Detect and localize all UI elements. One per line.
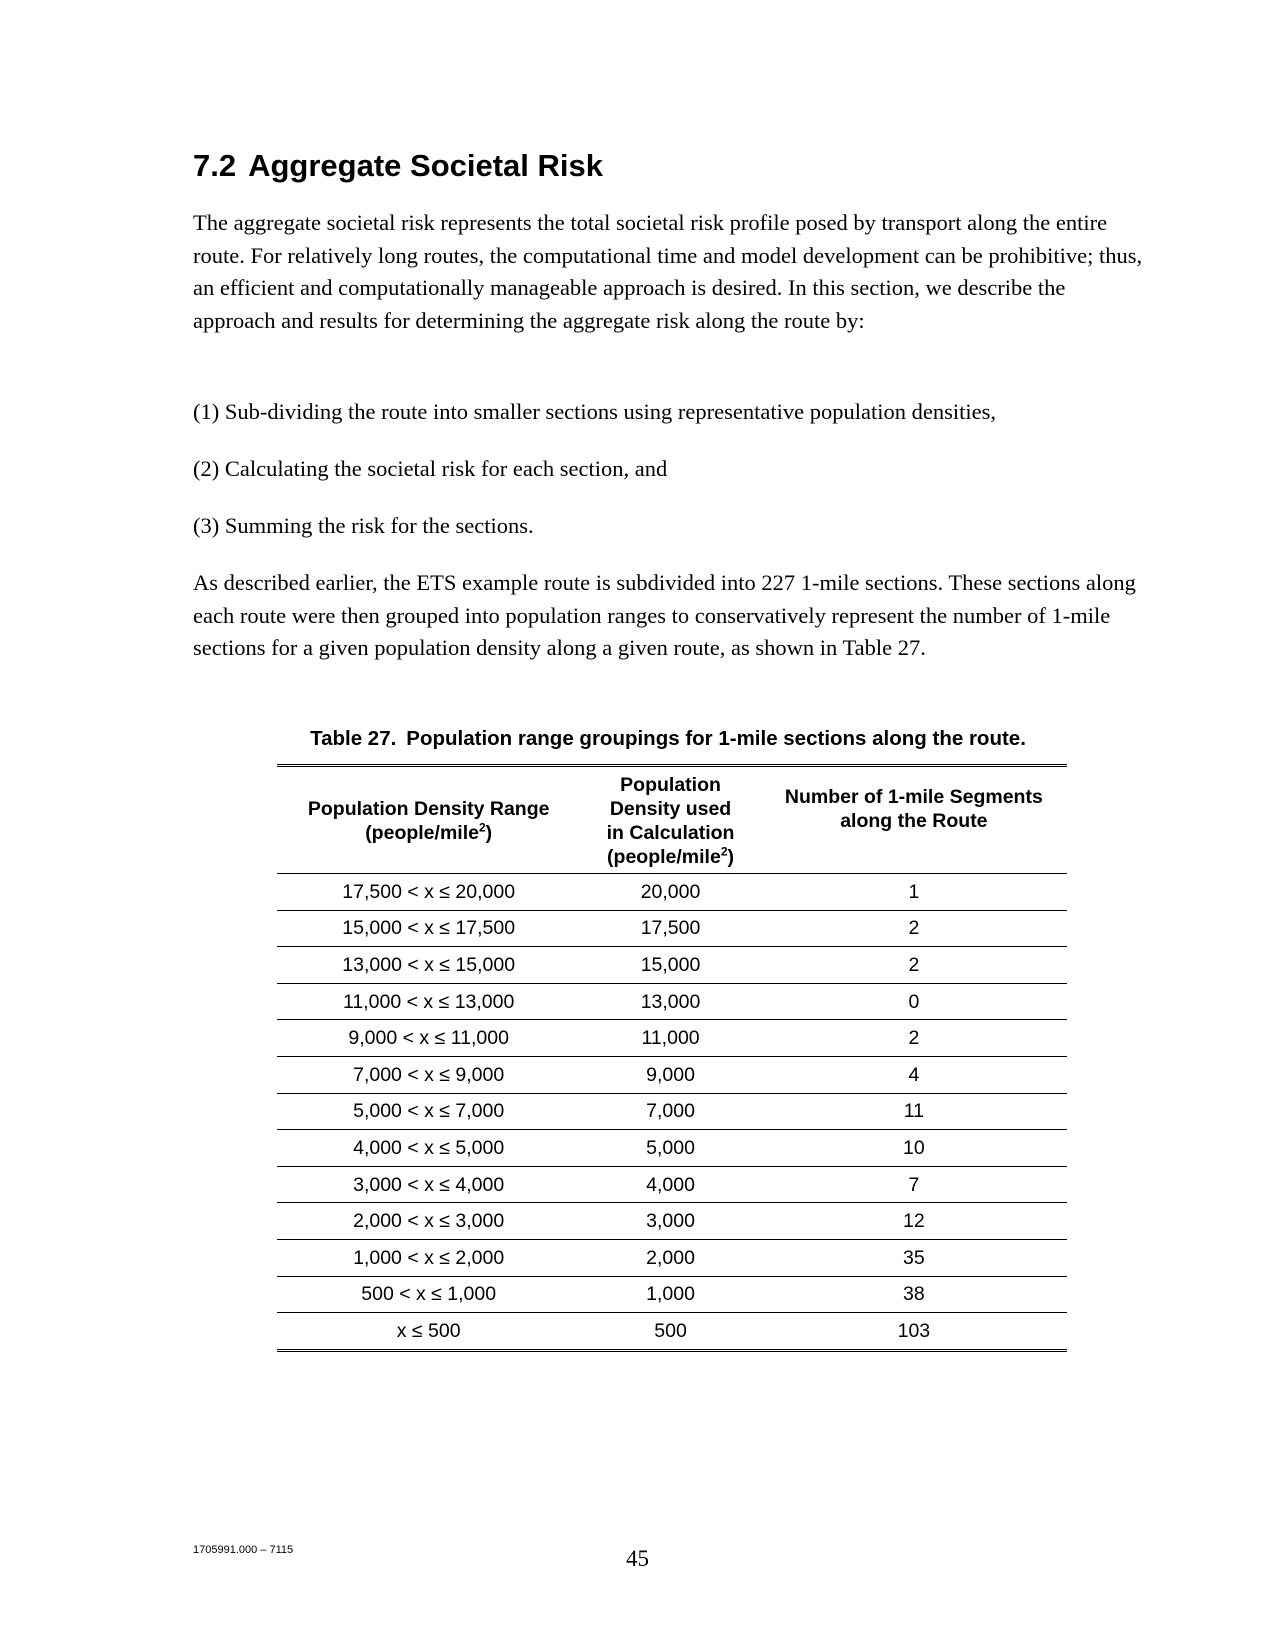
cell-density: 11,000 xyxy=(580,1020,760,1057)
unit-superscript: 2 xyxy=(478,820,486,835)
table-row xyxy=(277,1130,1067,1167)
header-density-used-unit xyxy=(607,846,734,868)
table-row xyxy=(277,983,1067,1020)
header-density-used-line1: Population xyxy=(620,774,721,796)
cell-segments: 4 xyxy=(761,1056,1067,1093)
cell-density: 3,000 xyxy=(580,1203,760,1240)
cell-density: 7,000 xyxy=(580,1093,760,1130)
header-density-range-line1: Population Density Range xyxy=(307,798,550,820)
unit-superscript: 2 xyxy=(720,844,728,859)
header-density-used-line3: in Calculation xyxy=(606,822,735,844)
list-item-3: (3) Summing the risk for the sections. xyxy=(193,513,534,538)
table-row xyxy=(277,1166,1067,1203)
table-row xyxy=(277,1093,1067,1130)
cell-range: 13,000 < x ≤ 15,000 xyxy=(277,947,580,984)
header-segment-count xyxy=(761,766,1067,874)
cell-segments: 11 xyxy=(761,1093,1067,1130)
unit-close-paren: ) xyxy=(485,822,493,844)
footer-document-id: 1705991.000 – 7115 xyxy=(193,1544,294,1556)
cell-density: 20,000 xyxy=(580,874,760,911)
cell-density: 2,000 xyxy=(580,1239,760,1276)
cell-density: 500 xyxy=(654,1319,687,1342)
cell-range: 500 < x ≤ 1,000 xyxy=(277,1276,580,1313)
description-paragraph: As described earlier, the ETS example route is subdivided into 227 1-mile sections. These sections along each route were then grouped into population ranges to conservatively represent the number of 1-mile sections for a given population density along a given route, as shown in Table 27. xyxy=(193,570,1136,661)
section-title: Aggregate Societal Risk xyxy=(248,148,604,183)
header-segment-count-line2: along the Route xyxy=(840,810,988,832)
cell-segments: 103 xyxy=(897,1319,931,1342)
cell-segments: 38 xyxy=(761,1276,1067,1313)
list-item-2: (2) Calculating the societal risk for each section, and xyxy=(193,456,668,481)
cell-segments: 2 xyxy=(761,910,1067,947)
cell-range: 15,000 < x ≤ 17,500 xyxy=(277,910,580,947)
cell-segments: 1 xyxy=(761,874,1067,911)
unit-close-paren: ) xyxy=(727,846,735,868)
cell-range: 3,000 < x ≤ 4,000 xyxy=(277,1166,580,1203)
cell-range: 2,000 < x ≤ 3,000 xyxy=(277,1203,580,1240)
cell-segments: 12 xyxy=(761,1203,1067,1240)
intro-paragraph: The aggregate societal risk represents the total societal risk profile posed by transport along the entire route. For relatively long routes, the computational time and model development can be prohibitive; thus, an efficient and computationally manageable approach is desired. In this section, we describe the approach and results for determining the aggregate risk along the route by: xyxy=(193,210,1143,333)
cell-range: 1,000 < x ≤ 2,000 xyxy=(277,1239,580,1276)
cell-range: 7,000 < x ≤ 9,000 xyxy=(277,1056,580,1093)
cell-density: 1,000 xyxy=(580,1276,760,1313)
table-caption xyxy=(193,725,1143,753)
cell-density: 13,000 xyxy=(580,983,760,1020)
header-density-used-line2: Density used xyxy=(609,798,732,820)
cell-range: 11,000 < x ≤ 13,000 xyxy=(277,983,580,1020)
header-segment-count-line1: Number of 1-mile Segments xyxy=(784,786,1043,808)
cell-range: 4,000 < x ≤ 5,000 xyxy=(277,1130,580,1167)
header-density-range-unit xyxy=(365,822,492,844)
table-row xyxy=(277,910,1067,947)
cell-range: 5,000 < x ≤ 7,000 xyxy=(277,1093,580,1130)
cell-segments: 10 xyxy=(761,1130,1067,1167)
cell-range: 9,000 < x ≤ 11,000 xyxy=(277,1020,580,1057)
table-header-row xyxy=(277,766,1067,874)
section-heading xyxy=(193,146,603,186)
cell-segments: 7 xyxy=(761,1166,1067,1203)
table-row xyxy=(277,947,1067,984)
cell-range: x ≤ 500 xyxy=(396,1319,461,1342)
header-density-used xyxy=(580,766,760,874)
table-row xyxy=(277,874,1067,911)
cell-density: 17,500 xyxy=(580,910,760,947)
cell-density: 5,000 xyxy=(580,1130,760,1167)
table-row xyxy=(277,1276,1067,1313)
section-number: 7.2 xyxy=(193,148,237,183)
list-item-1: (1) Sub-dividing the route into smaller sections using representative population densities, xyxy=(193,399,996,424)
unit-text: (people/mile xyxy=(607,846,721,868)
cell-density: 9,000 xyxy=(580,1056,760,1093)
cell-segments: 2 xyxy=(761,1020,1067,1057)
cell-range: 17,500 < x ≤ 20,000 xyxy=(277,874,580,911)
cell-segments: 35 xyxy=(761,1239,1067,1276)
table-row xyxy=(277,1203,1067,1240)
table-caption-text: Population range groupings for 1-mile sections along the route. xyxy=(406,727,1026,750)
table-row xyxy=(277,1056,1067,1093)
cell-segments: 0 xyxy=(761,983,1067,1020)
cell-density: 15,000 xyxy=(580,947,760,984)
page-number: 45 xyxy=(626,1546,649,1571)
header-density-range xyxy=(277,766,580,874)
cell-density: 4,000 xyxy=(580,1166,760,1203)
table-row xyxy=(277,1239,1067,1276)
table-caption-label: Table 27. xyxy=(310,727,397,750)
unit-text: (people/mile xyxy=(365,822,479,844)
cell-segments: 2 xyxy=(761,947,1067,984)
table-row xyxy=(277,1313,1067,1351)
table-row xyxy=(277,1020,1067,1057)
population-range-table xyxy=(277,764,1067,1352)
